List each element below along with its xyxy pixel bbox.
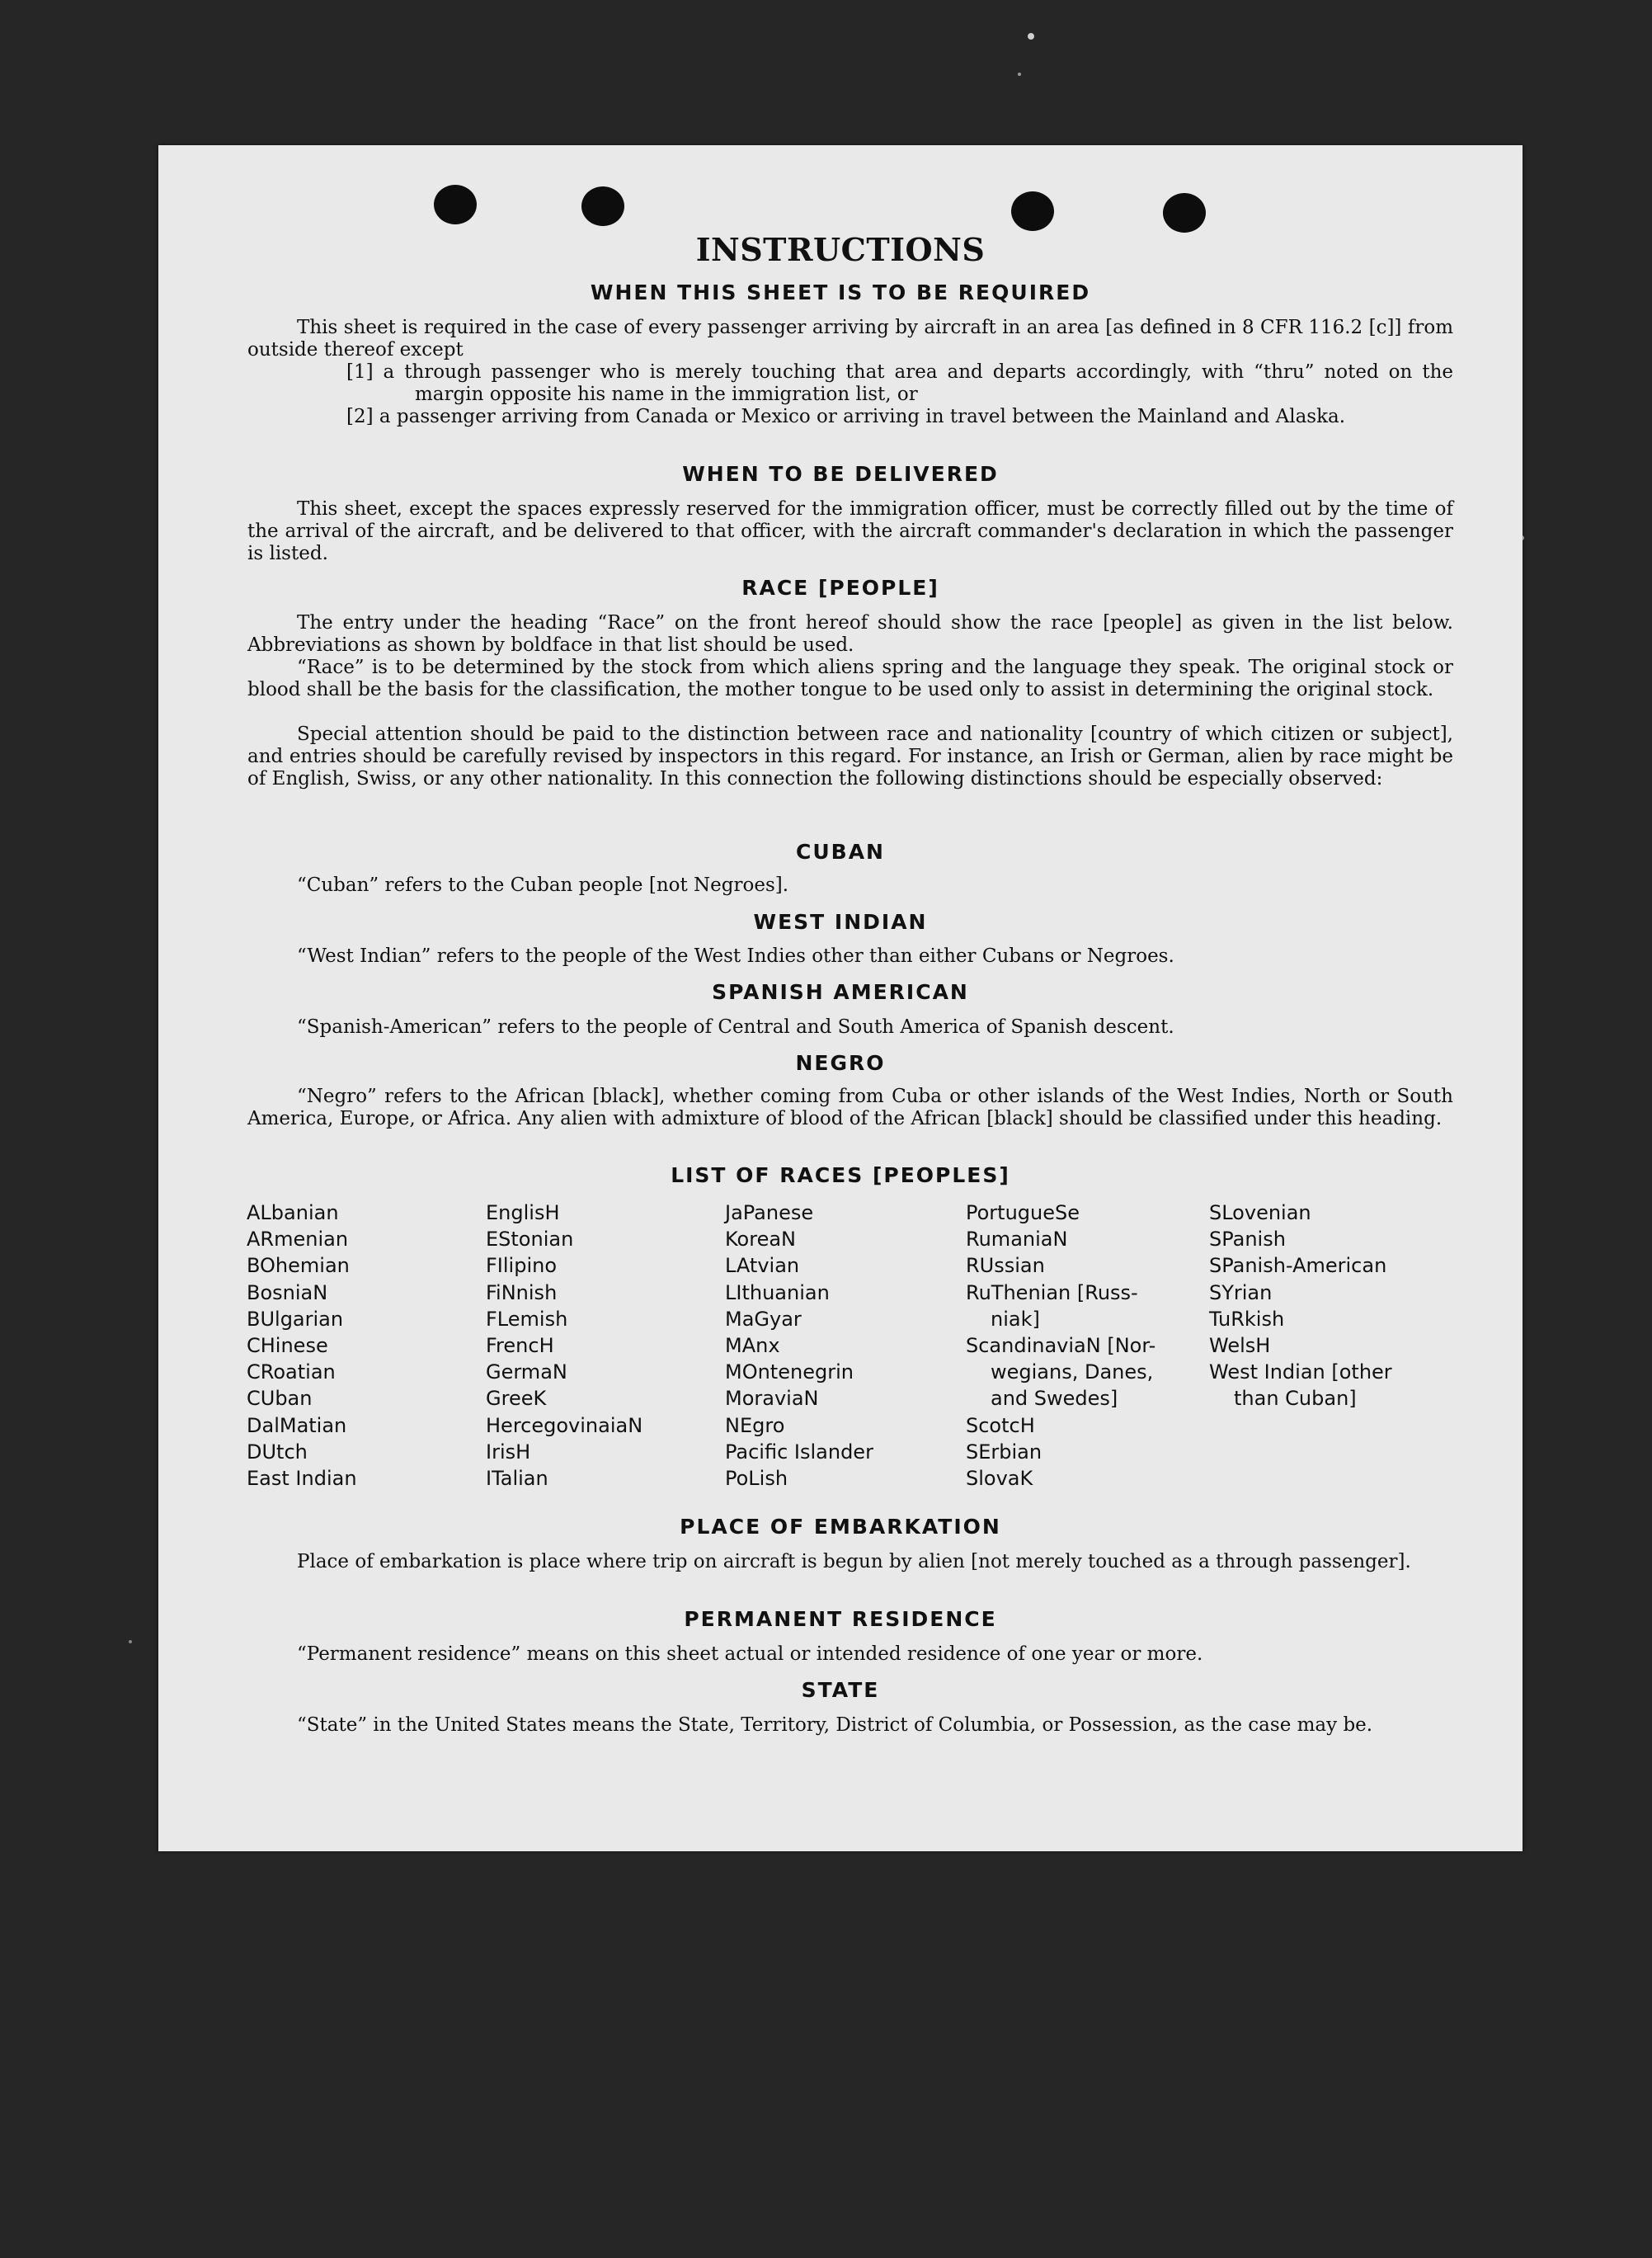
race-entry: FiNnish: [486, 1280, 558, 1304]
race-entry: GermaN: [486, 1360, 567, 1384]
race-entry: RuThenian [Russ-: [966, 1280, 1138, 1304]
section-heading-embarkation: PLACE OF EMBARKATION: [680, 1515, 1001, 1539]
section-heading-required: WHEN THIS SHEET IS TO BE REQUIRED: [590, 280, 1091, 304]
race-entry: MaGyar: [725, 1307, 802, 1331]
state-paragraph: “State” in the United States means the State, Territory, District of Columbia, or Possession, as the case may be.: [297, 1714, 1373, 1736]
race-entry: CRoatian: [247, 1360, 336, 1384]
section-heading-race: RACE [PEOPLE]: [741, 576, 939, 600]
race-entry: BOhemian: [247, 1254, 350, 1278]
race-entry: WelsH: [1209, 1334, 1271, 1358]
section-heading-list-of-races: LIST OF RACES [PEOPLES]: [671, 1163, 1010, 1187]
section-heading-negro: NEGRO: [795, 1051, 886, 1075]
required-exception-2: [2] a passenger arriving from Canada or Mexico or arriving in travel between the Mainland and Alaska.: [346, 406, 1346, 427]
race-entry: PoLish: [725, 1467, 788, 1491]
cuban-paragraph: “Cuban” refers to the Cuban people [not Negroes].: [297, 874, 789, 896]
race-entry: EStonian: [486, 1228, 574, 1252]
race-entry: BosniaN: [247, 1280, 328, 1304]
race-entry: RUssian: [966, 1254, 1045, 1278]
race-entry: GreeK: [486, 1387, 547, 1411]
race-entry: SLovenian: [1209, 1201, 1311, 1224]
race-list-column-2: [486, 1200, 642, 1492]
race-entry: NEgro: [725, 1413, 785, 1437]
section-heading-cuban: CUBAN: [796, 840, 885, 864]
page-title: INSTRUCTIONS: [695, 231, 986, 268]
race-list-column-5: [1209, 1200, 1392, 1412]
race-entry: KoreaN: [725, 1228, 796, 1252]
race-entry: BUlgarian: [247, 1307, 344, 1331]
race-entry: ARmenian: [247, 1228, 349, 1252]
race-entry: TuRkish: [1209, 1307, 1285, 1331]
race-entry: EnglisH: [486, 1201, 560, 1224]
race-entry-continuation: than Cuban]: [1234, 1387, 1357, 1411]
race-paragraph-1: The entry under the heading “Race” on the front hereof should show the race [people] as given in the list below. Abbreviations as shown by boldface in that list should be used.: [247, 612, 1453, 656]
race-entry: ITalian: [486, 1467, 548, 1491]
punch-hole: [1163, 193, 1206, 233]
race-entry: DUtch: [247, 1440, 308, 1464]
race-entry: CUban: [247, 1387, 313, 1411]
negro-paragraph: “Negro” refers to the African [black], whether coming from Cuba or other islands of the West Indies, North or South America, Europe, or Africa. Any alien with admixture of blood of the African [black] should be classified under this heading.: [247, 1086, 1453, 1129]
race-entry: SlovaK: [966, 1467, 1033, 1491]
race-entry: MOntenegrin: [725, 1360, 854, 1384]
race-entry: ALbanian: [247, 1201, 339, 1224]
punch-hole: [581, 186, 624, 226]
spanish-american-paragraph: “Spanish-American” refers to the people of Central and South America of Spanish descent.: [297, 1016, 1174, 1038]
race-entry: SPanish-American: [1209, 1254, 1387, 1278]
race-entry: ScandinaviaN [Nor-: [966, 1334, 1156, 1358]
race-list-column-4: [966, 1200, 1155, 1492]
race-entry: ScotcH: [966, 1413, 1035, 1437]
race-entry: FrencH: [486, 1334, 554, 1358]
race-list-column-3: [725, 1200, 873, 1492]
punch-hole: [1011, 191, 1054, 231]
instruction-sheet: [158, 145, 1523, 1851]
race-list-column-1: [247, 1200, 357, 1492]
race-entry-continuation: and Swedes]: [991, 1387, 1118, 1411]
section-heading-west-indian: WEST INDIAN: [753, 910, 928, 934]
race-entry: PortugueSe: [966, 1201, 1080, 1224]
delivered-paragraph: This sheet, except the spaces expressly reserved for the immigration officer, must be correctly filled out by the time of the arrival of the aircraft, and be delivered to that officer, with the aircraft commander's declaration in which the passenger is listed.: [247, 498, 1453, 564]
race-entry: FIlipino: [486, 1254, 558, 1278]
race-entry: IrisH: [486, 1440, 531, 1464]
race-entry: SYrian: [1209, 1280, 1273, 1304]
race-paragraph-2: “Race” is to be determined by the stock from which aliens spring and the language they speak. The original stock or blood shall be the basis for the classification, the mother tongue to be used only to assist in determining the original stock.: [247, 657, 1453, 700]
punch-hole: [434, 185, 477, 224]
required-exception-1: [1] a through passenger who is merely touching that area and departs accordingly, with “thru” noted on the margin opposite his name in the immigration list, or: [346, 361, 1453, 405]
race-entry: MoraviaN: [725, 1387, 819, 1411]
race-entry: DalMatian: [247, 1413, 347, 1437]
race-entry-continuation: wegians, Danes,: [991, 1360, 1154, 1384]
west-indian-paragraph: “West Indian” refers to the people of the West Indies other than either Cubans or Negroes.: [297, 945, 1174, 967]
race-entry-continuation: niak]: [991, 1307, 1040, 1331]
race-entry: FLemish: [486, 1307, 568, 1331]
race-entry: CHinese: [247, 1334, 328, 1358]
race-entry: SErbian: [966, 1440, 1043, 1464]
race-entry: West Indian [other: [1209, 1360, 1392, 1384]
race-entry: HercegovinaiaN: [486, 1413, 643, 1437]
embarkation-paragraph: Place of embarkation is place where trip on aircraft is begun by alien [not merely touched as a through passenger].: [297, 1551, 1411, 1572]
race-entry: RumaniaN: [966, 1228, 1068, 1252]
section-heading-state: STATE: [801, 1678, 880, 1702]
race-entry: MAnx: [725, 1334, 780, 1358]
race-entry: SPanish: [1209, 1228, 1286, 1252]
section-heading-spanish-american: SPANISH AMERICAN: [712, 980, 969, 1004]
race-entry: JaPanese: [725, 1201, 814, 1224]
race-entry: Pacific Islander: [725, 1440, 873, 1464]
race-paragraph-3: Special attention should be paid to the distinction between race and nationality [country of which citizen or subject], and entries should be carefully revised by inspectors in this regard. For instance, an Irish or German, alien by race might be of English, Swiss, or any other nationality. In this connection the following distinctions should be especially observed:: [247, 724, 1453, 790]
required-paragraph: This sheet is required in the case of every passenger arriving by aircraft in an area [as defined in 8 CFR 116.2 [c]] from outside thereof except: [247, 317, 1453, 361]
race-entry: East Indian: [247, 1467, 357, 1491]
section-heading-delivered: WHEN TO BE DELIVERED: [682, 462, 999, 486]
section-heading-residence: PERMANENT RESIDENCE: [684, 1607, 997, 1631]
residence-paragraph: “Permanent residence” means on this sheet actual or intended residence of one year or more.: [297, 1643, 1203, 1665]
race-entry: LAtvian: [725, 1254, 800, 1278]
race-entry: LIthuanian: [725, 1280, 830, 1304]
